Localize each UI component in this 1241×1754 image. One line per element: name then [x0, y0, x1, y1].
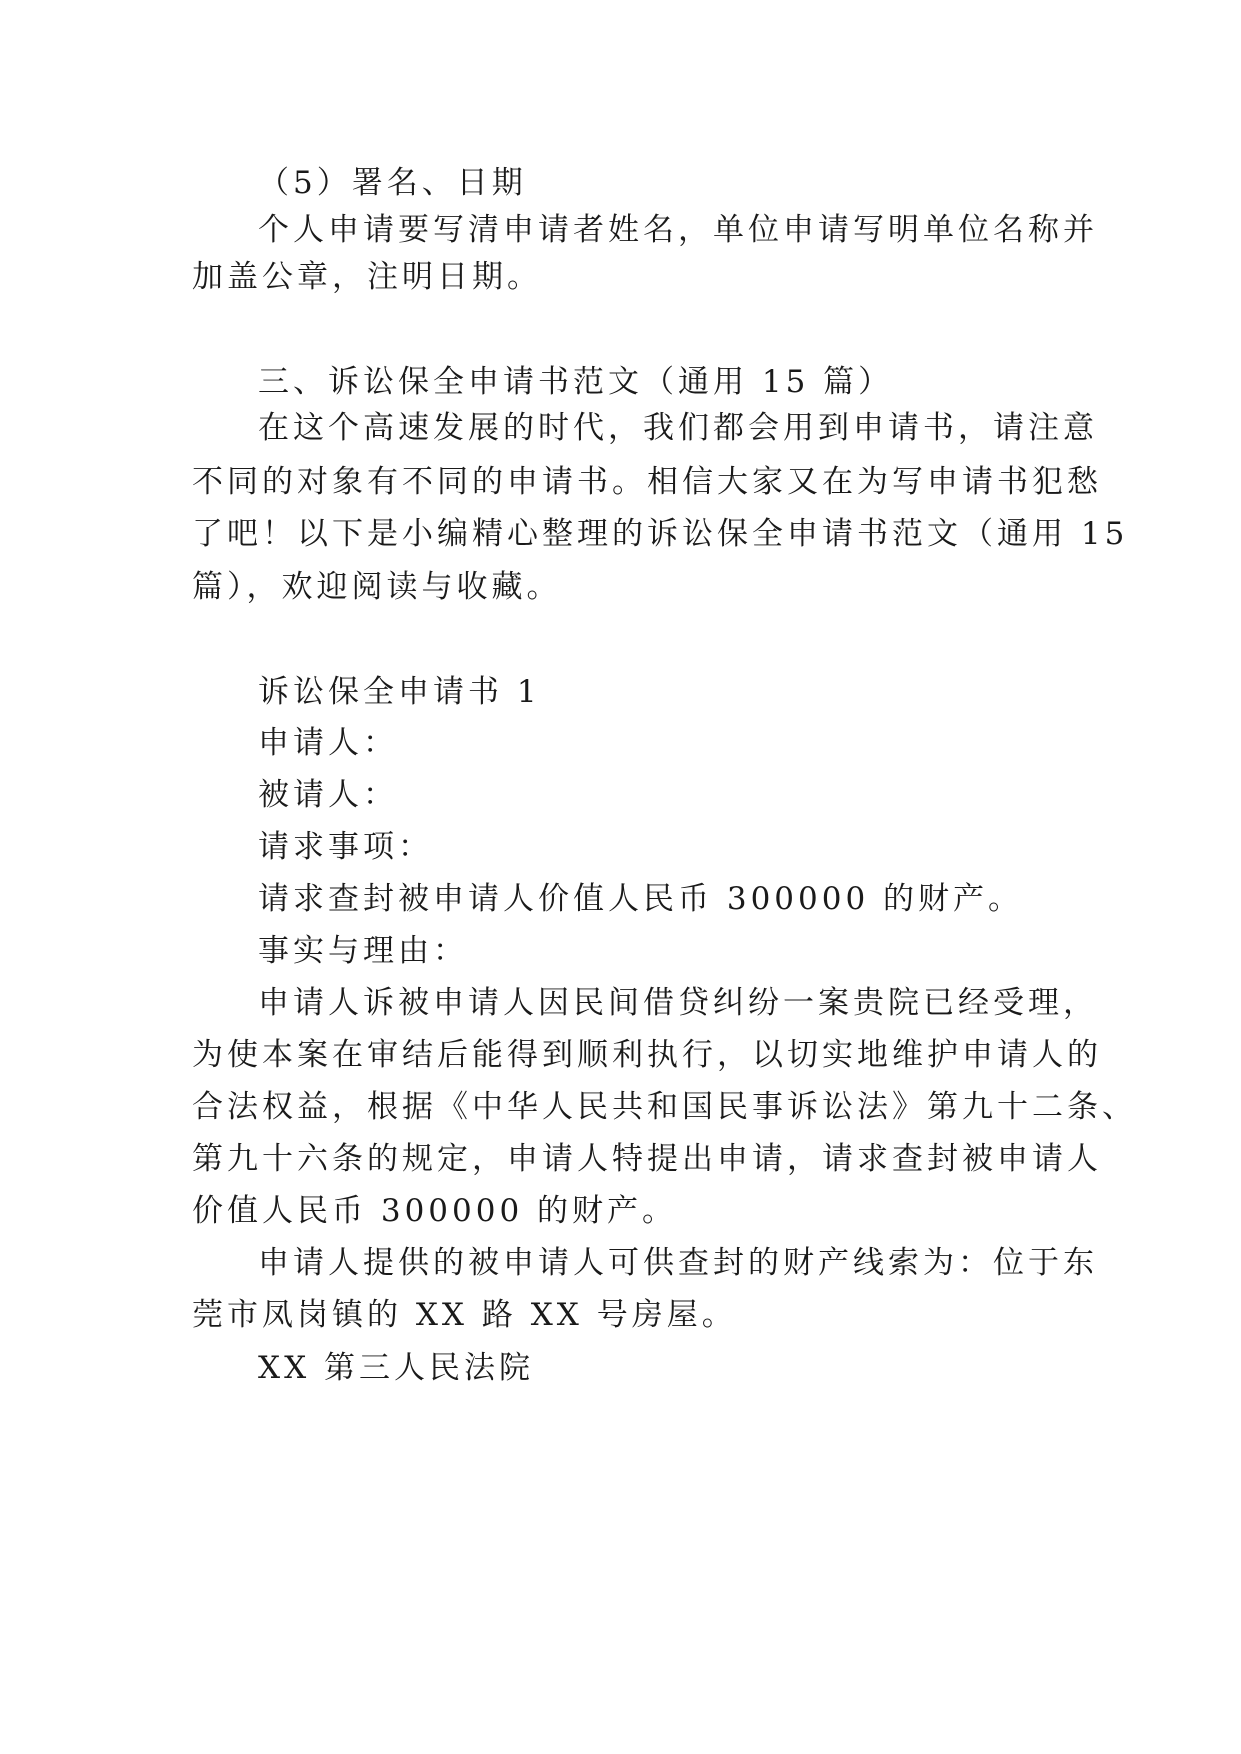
facts-and-reasons-label: 事实与理由：	[258, 933, 468, 969]
paragraph-line: 了吧！以下是小编精心整理的诉讼保全申请书范文（通用 15	[192, 516, 1129, 552]
request-items-label: 请求事项：	[258, 829, 433, 865]
paragraph-line: 篇），欢迎阅读与收藏。	[192, 569, 562, 605]
request-item-text: 请求查封被申请人价值人民币 300000 的财产。	[258, 881, 1024, 917]
sample-title: 诉讼保全申请书 1	[258, 674, 541, 710]
paragraph-line: 莞市凤岗镇的 XX 路 XX 号房屋。	[192, 1297, 737, 1333]
paragraph-line: 不同的对象有不同的申请书。相信大家又在为写申请书犯愁	[192, 464, 1102, 500]
paragraph-line: 第九十六条的规定，申请人特提出申请，请求查封被申请人	[192, 1141, 1102, 1177]
respondent-label: 被请人：	[258, 777, 398, 813]
section-heading-sample-texts: 三、诉讼保全申请书范文（通用 15 篇）	[258, 364, 894, 400]
paragraph-line: 价值人民币 300000 的财产。	[192, 1193, 678, 1229]
paragraph-line: 个人申请要写清申请者姓名，单位申请写明单位名称并	[258, 212, 1098, 248]
paragraph-line: 申请人诉被申请人因民间借贷纠纷一案贵院已经受理，	[258, 985, 1098, 1021]
paragraph-line: 合法权益，根据《中华人民共和国民事诉讼法》第九十二条、	[192, 1089, 1137, 1125]
paragraph-line: 在这个高速发展的时代，我们都会用到申请书，请注意	[258, 410, 1098, 446]
paragraph-line: 为使本案在审结后能得到顺利执行，以切实地维护申请人的	[192, 1037, 1102, 1073]
court-name: XX 第三人民法院	[258, 1350, 534, 1386]
section-heading-signature-date: （5）署名、日期	[258, 165, 527, 201]
paragraph-line: 加盖公章，注明日期。	[192, 259, 542, 295]
paragraph-line: 申请人提供的被申请人可供查封的财产线索为：位于东	[258, 1245, 1098, 1281]
applicant-label: 申请人：	[258, 725, 398, 761]
